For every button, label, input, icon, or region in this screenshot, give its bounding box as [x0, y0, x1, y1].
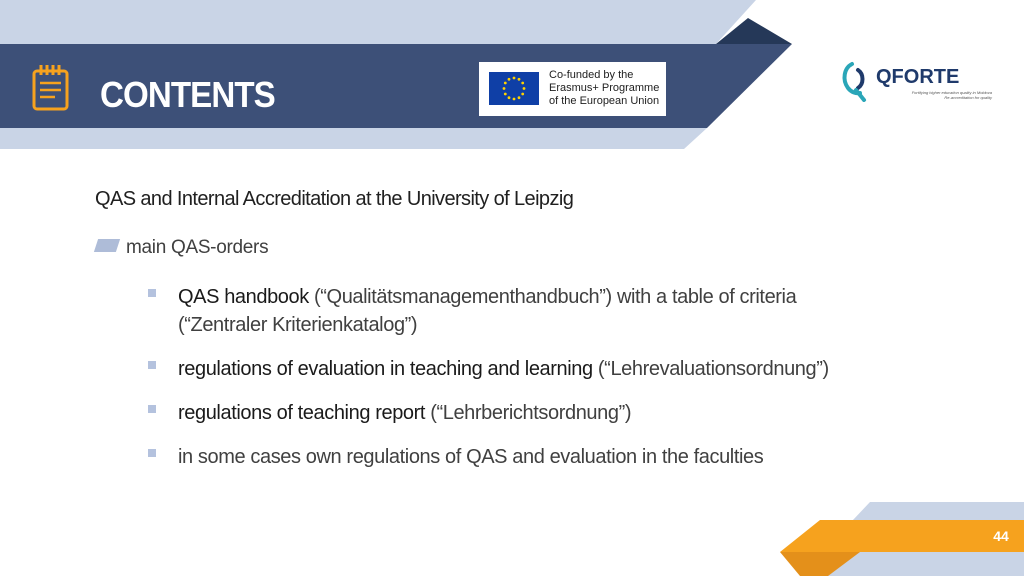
top-light-band: [0, 0, 756, 44]
eu-funding-text: [549, 69, 661, 108]
list-item: [148, 355, 868, 383]
list-item-text: (“Qualitätsmanagementhandbuch”) with a table of criteria (“Zentraler Kriterienkatalog”): [178, 286, 797, 336]
list-item-term: QAS handbook: [178, 286, 309, 308]
eu-funding-line: of the European Union: [549, 95, 660, 107]
list-item-text: in some cases own regulations of QAS and evaluation in the faculties: [178, 446, 764, 468]
qforte-tagline-line: Re-accreditation for quality: [944, 95, 992, 100]
parallelogram-bullet-icon: [94, 239, 120, 252]
eu-funding-line: Erasmus+ Programme: [549, 82, 660, 94]
list-item: [148, 399, 868, 427]
level1-bullet-item: [96, 237, 268, 259]
qforte-tagline-line: Fortifying higher education quality in Moldova: [911, 90, 992, 95]
list-item-term: regulations of teaching report: [178, 402, 426, 424]
square-bullet-icon: [148, 289, 156, 297]
level1-bullet-text: main QAS-orders: [126, 237, 269, 258]
qforte-logo-icon: [838, 60, 872, 102]
sub-bullet-list: [148, 283, 868, 471]
notebook-icon: [31, 64, 71, 112]
qforte-name: QFORTE: [876, 66, 960, 88]
header-lower-light-band: [0, 128, 707, 149]
square-bullet-icon: [148, 361, 156, 369]
qforte-tagline: [868, 90, 992, 100]
list-item-text: (“Lehrevaluationsordnung”): [592, 358, 829, 380]
qforte-brand: [838, 60, 992, 110]
page-title: CONTENTS: [100, 74, 275, 115]
list-item-term: regulations of evaluation in teaching and learning: [178, 358, 593, 380]
square-bullet-icon: [148, 405, 156, 413]
eu-funding-line: Co-funded by the: [549, 69, 634, 81]
eu-flag-icon: [489, 72, 539, 105]
list-item-text: (“Lehrberichtsordnung”): [425, 402, 632, 424]
list-item: [148, 283, 868, 339]
list-item: [148, 443, 868, 471]
page-number: 44: [993, 528, 1009, 544]
section-heading: QAS and Internal Accreditation at the University of Leipzig: [95, 188, 574, 210]
eu-funding-logo: [479, 62, 666, 116]
square-bullet-icon: [148, 449, 156, 457]
